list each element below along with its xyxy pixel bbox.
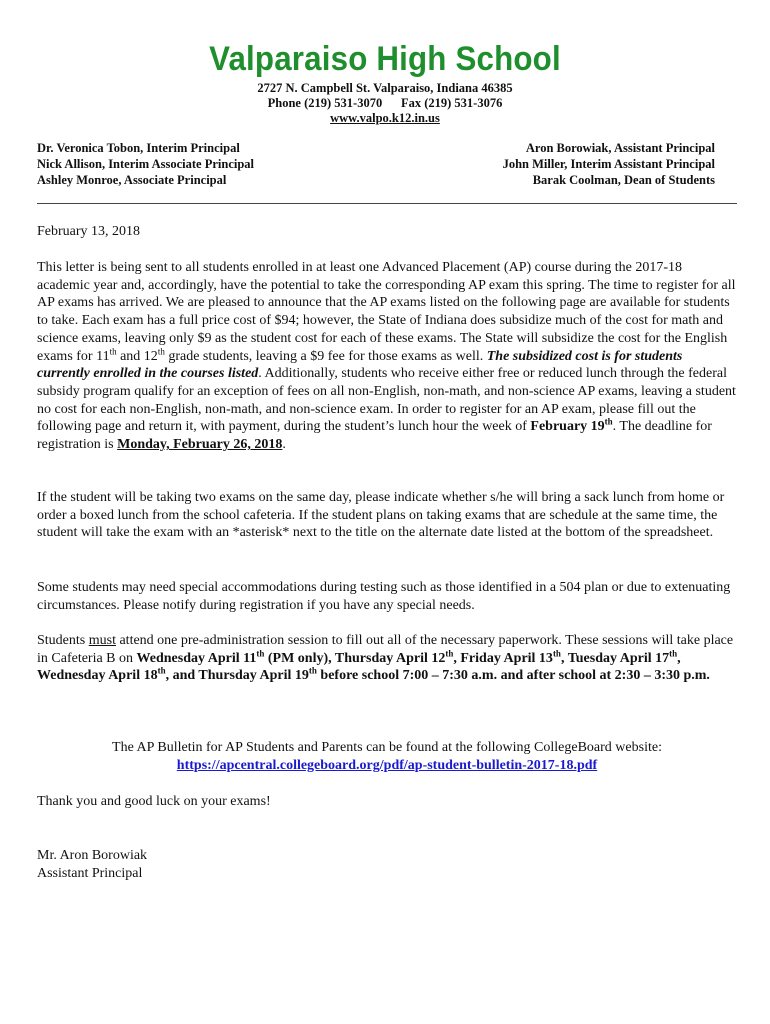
paragraph-accommodations: Some students may need special accommodations during testing such as those identified in a 504 plan or due to extenuating circumstances. Please notify during registration if you have any special needs. — [37, 580, 731, 613]
staff-entry: John Miller, Interim Assistant Principal — [502, 157, 715, 171]
staff-list-left — [37, 140, 254, 188]
letter-date: February 13, 2018 — [37, 224, 141, 239]
bulletin-text: The AP Bulletin for AP Students and Parents can be found at the following CollegeBoard website: — [112, 740, 662, 755]
paragraph-bulletin — [37, 739, 737, 774]
staff-entry: Barak Coolman, Dean of Students — [532, 173, 715, 187]
staff-entry: Aron Borowiak, Assistant Principal — [525, 141, 715, 155]
header-divider — [37, 203, 737, 204]
staff-list-right — [503, 140, 715, 188]
paragraph-lunch: If the student will be taking two exams on the same day, please indicate whether s/he will bring a sack lunch from home or order a boxed lunch from the school cafeteria. If the student plans on taking exams that are schedule at the same time, the student will take the exam with an *asterisk* next to the title on the alternate date listed at the bottom of the spreadsheet. — [37, 490, 725, 541]
session-dates: Wednesday April 11th (PM only), Thursday April 12th, Friday April 13th, Tuesday April 17th, Wednesday April 18th, and Thursday April 19th before school 7:00 – 7:30 a.m. and after school at 2:30 – 3:30 p.m. — [37, 648, 710, 684]
subsidy-emphasis: The subsidized cost is for students currently enrolled in the courses listed — [37, 348, 683, 382]
paragraph-registration: This letter is being sent to all students enrolled in at least one Advanced Placement (AP) course during the 2017-18 academic year and, accordingly, have the potential to take the corresponding AP exam this spring. The time to register for all AP exams has arrived. We are pleased to announce that the AP exams listed on the following page are available for students to take. Each exam has a full price cost of $94; however, the State of Indiana does subsidize much of the cost for math and science exams, leaving only $9 as the student cost for each of these exams. The State will subsidize the cost for the English exams for 11th and 12th grade students, leaving a $9 fee for those exams as well. The subsidized cost is for students currently enrolled in the courses listed. Additionally, students who receive either free or reduced lunch through the federal subsidy program qualify for an exception of fees on all non-English, non-math, and non-science AP exams, leaving a student no cost for each non-English, non-math, and non-science exam. In order to register for an AP exam, please fill out the following page and return it, with payment, during the student’s lunch hour the week of February 19th. The deadline for registration is Monday, February 26, 2018. — [37, 260, 736, 453]
staff-entry: Dr. Veronica Tobon, Interim Principal — [37, 141, 240, 155]
registration-deadline: Monday, February 26, 2018 — [117, 437, 283, 453]
signature-name: Mr. Aron Borowiak — [37, 848, 148, 863]
phone: Phone (219) 531-3070 — [267, 96, 383, 110]
school-contact — [0, 96, 770, 111]
bulletin-link[interactable]: https://apcentral.collegeboard.org/pdf/ap-student-bulletin-2017-18.pdf — [176, 757, 598, 773]
paragraph-sessions: Students must attend one pre-administration session to fill out all of the necessary paperwork. These sessions will take place in Cafeteria B on Wednesday April 11th (PM only), Thursday April 12th, Friday April 13th, Tuesday April 17th, Wednesday April 18th, and Thursday April 19th before school 7:00 – 7:30 a.m. and after school at 2:30 – 3:30 p.m. — [37, 633, 734, 684]
school-address: 2727 N. Campbell St. Valparaiso, Indiana 46385 — [257, 81, 513, 95]
fax: Fax (219) 531-3076 — [400, 96, 503, 110]
school-name: Valparaiso High School — [209, 40, 561, 78]
signature-title: Assistant Principal — [37, 865, 143, 881]
staff-entry: Nick Allison, Interim Associate Principal — [37, 157, 255, 171]
registration-week: February 19th — [530, 416, 613, 435]
closing-line: Thank you and good luck on your exams! — [37, 794, 271, 809]
staff-entry: Ashley Monroe, Associate Principal — [37, 173, 227, 187]
school-website-link[interactable]: www.valpo.k12.in.us — [330, 111, 440, 125]
signature-block — [37, 847, 737, 882]
